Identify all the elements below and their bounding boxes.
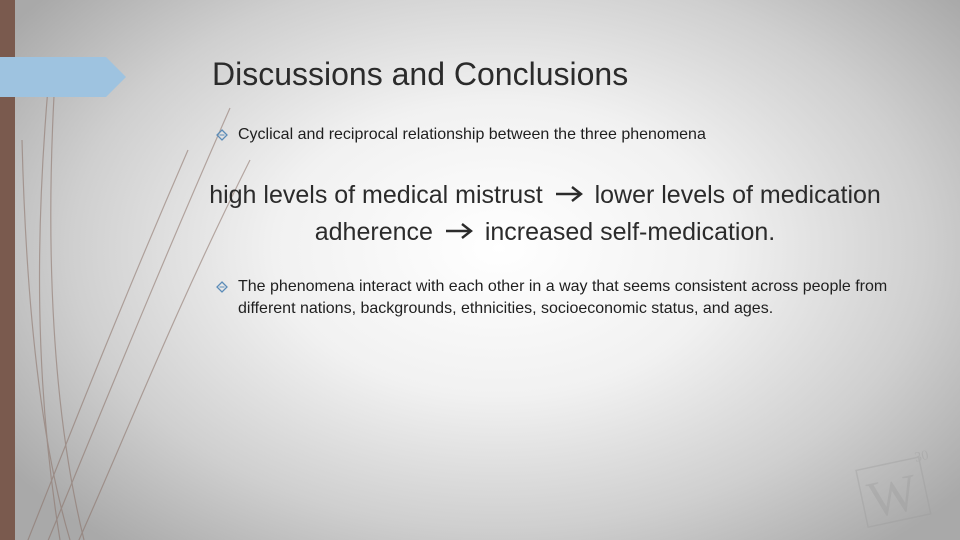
bullet-item	[216, 276, 906, 320]
title-tab	[0, 57, 126, 97]
chain-part-1: high levels of medical mistrust	[209, 181, 543, 210]
right-arrow-icon	[444, 215, 474, 249]
bullet-item	[216, 124, 906, 146]
watermark-logo	[848, 440, 948, 530]
bullet-text: The phenomena interact with each other in a way that seems consistent across people from different nations, backgrounds, ethnicities, socioeconomic status, and ages.	[238, 278, 888, 317]
chain-part-3: increased self-medication.	[484, 218, 776, 247]
watermark-letter: W	[862, 463, 923, 530]
diamond-bullet-icon	[216, 276, 238, 298]
right-arrow-icon	[554, 178, 584, 212]
diamond-bullet-icon	[216, 124, 238, 146]
chain-part-2: lower levels of medication adherence	[314, 181, 881, 247]
bullet-text: Cyclical and reciprocal relationship between the three phenomena	[238, 126, 706, 143]
watermark-number: 30	[913, 448, 931, 466]
relationship-chain	[190, 178, 900, 252]
slide-title: Discussions and Conclusions	[212, 56, 629, 92]
